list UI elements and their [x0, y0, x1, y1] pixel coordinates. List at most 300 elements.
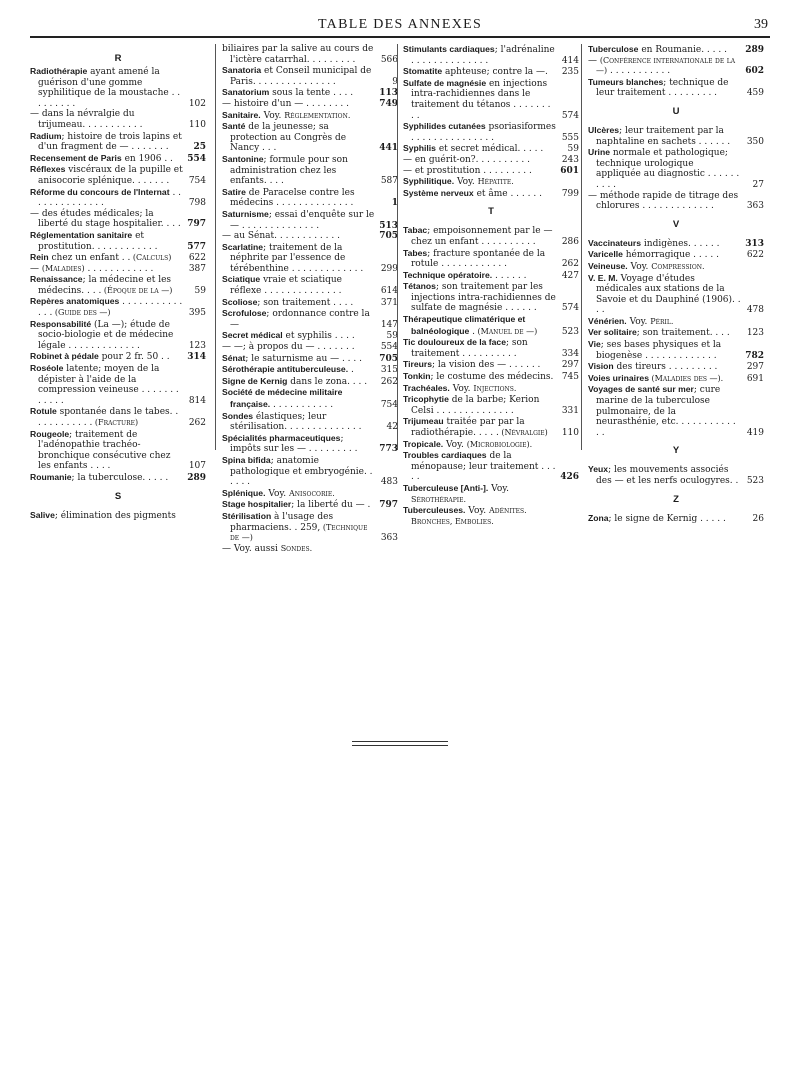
- page-ref: 773: [379, 444, 398, 455]
- entry-description: aphteuse; contre la —.: [442, 67, 548, 78]
- entry-text: [403, 371, 556, 383]
- index-entry: [403, 78, 579, 121]
- entry-description: — méthode rapide de titrage des chlorures . . . . . . . . . . . . .: [588, 190, 739, 212]
- entry-description: Voyage d'études médicales aux stations de la Savoie et du Dauphiné (1906). . . .: [596, 273, 741, 316]
- entry-text: [222, 364, 375, 376]
- entry-text: [222, 387, 375, 410]
- entry-text: [588, 273, 741, 316]
- index-entry: [222, 99, 398, 110]
- entry-description: Voy.: [449, 383, 474, 394]
- entry-description: des tireurs . . . . . . . . .: [613, 362, 718, 373]
- entry-text: [222, 330, 375, 342]
- page-ref: 59: [386, 331, 398, 342]
- entry-heading: Troubles cardiaques: [403, 450, 487, 461]
- section-letter: U: [672, 105, 680, 117]
- entry-reference: (Microbiologie).: [466, 439, 533, 449]
- index-entry: [403, 155, 579, 166]
- entry-text: [403, 383, 556, 395]
- entry-heading: Tabes: [403, 247, 428, 258]
- entry-description: Voy.: [488, 483, 510, 494]
- index-entry: [222, 154, 398, 187]
- entry-description: ; élimination des pigments: [54, 510, 176, 521]
- entry-reference: Anisocorie.: [289, 488, 335, 498]
- index-entry: [222, 242, 398, 275]
- page-ref: 574: [561, 110, 579, 121]
- entry-heading: Trijumeau: [403, 416, 444, 427]
- index-entry: [30, 319, 206, 352]
- entry-description: et prostitution. . . . . . . . . . . .: [38, 230, 158, 252]
- entry-text: [30, 472, 183, 484]
- entry-text: [403, 416, 556, 438]
- entry-heading: V. E. M.: [588, 272, 618, 283]
- page-ref: 566: [380, 54, 398, 65]
- entry-text: [30, 363, 183, 406]
- index-entry: [30, 109, 206, 130]
- entry-text: [30, 510, 183, 522]
- entry-reference: (Fracture): [92, 418, 139, 427]
- entry-description: ; la liberté du — .: [291, 500, 371, 511]
- index-entry: [403, 383, 579, 395]
- entry-description: — —; à propos du — . . . . . . .: [222, 342, 355, 353]
- page-ref: 235: [561, 67, 579, 78]
- page-ref: 59: [567, 144, 579, 155]
- index-entry: [222, 110, 398, 122]
- index-entry: [588, 238, 764, 250]
- index-entry: [403, 121, 579, 143]
- entry-description: en injections intra-rachidiennes dans le traitement du tétanos . . . . . . . . .: [411, 78, 551, 121]
- page-title: TABLE DES ANNEXES: [317, 17, 483, 32]
- index-entry: [222, 544, 398, 555]
- page-ref: 622: [188, 253, 206, 264]
- entry-description: ; le signe de Kernig . . . . .: [608, 513, 726, 524]
- entry-text: [403, 270, 556, 282]
- index-entry: [588, 56, 764, 77]
- entry-text: [588, 147, 741, 190]
- entry-heading: Scrofulose: [222, 308, 267, 319]
- entry-text: [30, 429, 183, 472]
- entry-heading: Ver solitaire: [588, 327, 637, 338]
- page-ref: 107: [188, 461, 206, 472]
- entry-description: ; la vision des — . . . . . .: [431, 360, 541, 371]
- page-ref: 123: [188, 340, 206, 351]
- entry-text: [403, 248, 556, 270]
- entry-heading: Saturnisme: [222, 208, 269, 219]
- entry-reference: (Guide des —): [52, 308, 111, 318]
- entry-description: en Roumanie. . . . .: [638, 45, 727, 55]
- entry-description: .: [469, 326, 475, 337]
- index-entry: [403, 314, 579, 337]
- entry-text: [30, 264, 183, 275]
- page-ref: 601: [560, 165, 579, 176]
- entry-description: ; cure marine de la tuberculose pulmonaire, de la neurasthénie, etc. . . . . . . . . . . . .: [596, 385, 736, 438]
- index-entry: [403, 248, 579, 270]
- entry-description: ; la tuberculose. . . . .: [71, 472, 169, 483]
- entry-text: [588, 125, 741, 147]
- page-ref: 555: [561, 132, 579, 143]
- entry-description: dans le zona. . . .: [287, 376, 368, 387]
- entry-description: ; empoisonnement par le — chez un enfant . . . . . . . . . .: [411, 226, 553, 247]
- entry-text: [588, 316, 741, 328]
- index-entry: [30, 264, 206, 275]
- index-entry: [403, 337, 579, 359]
- entry-text: [588, 464, 741, 486]
- entry-description: ; son traitement par les injections intra-rachidiennes de sulfate de magnésie . . . . . .: [411, 282, 556, 314]
- index-entry: [222, 411, 398, 433]
- entry-description: ; impôts sur les — . . . . . . . . .: [230, 433, 358, 455]
- index-entry: [403, 176, 579, 188]
- index-entry: [222, 274, 398, 296]
- entry-heading: Sanatorium: [222, 87, 270, 98]
- entry-heading: Recensement de Paris: [30, 152, 122, 163]
- page-ref: 754: [188, 175, 206, 186]
- page-ref: 147: [380, 319, 398, 330]
- entry-description: chez un enfant . .: [48, 253, 131, 264]
- entry-text: [403, 188, 556, 200]
- page-ref: 59: [194, 285, 206, 296]
- entry-heading: Rougeole: [30, 428, 70, 439]
- entry-description: élastiques; leur stérilisation. . . . . . . . . . . . . .: [230, 411, 362, 433]
- entry-text: [222, 87, 375, 99]
- page-ref: 363: [380, 533, 398, 544]
- entry-description: de Paracelse contre les médecins . . . . . . . . . . . . . .: [230, 187, 355, 209]
- entry-heading: Repères anatomiques: [30, 296, 120, 307]
- entry-description: .: [348, 365, 354, 376]
- index-entry: [222, 433, 398, 455]
- page-ref: 363: [746, 201, 764, 212]
- entry-description: . . . . . . . . . . . . . .: [38, 297, 183, 319]
- entry-description: en 1906 . .: [121, 153, 173, 164]
- page-ref: 243: [561, 154, 579, 165]
- index-entry: [588, 249, 764, 261]
- entry-heading: Santonine: [222, 153, 264, 164]
- entry-heading: Radium: [30, 130, 62, 141]
- entry-text: [30, 351, 183, 363]
- index-entry: [588, 513, 764, 525]
- entry-description: ; son traitement . . . . . . . . . .: [411, 338, 528, 359]
- entry-heading: Thérapeutique climatérique et balnéologique: [403, 314, 526, 336]
- index-entry: [403, 359, 579, 371]
- entry-text: [222, 274, 375, 296]
- entry-heading: Ulcères: [588, 124, 620, 135]
- entry-heading: Rotule: [30, 406, 57, 417]
- index-entry: [403, 188, 579, 200]
- entry-heading: Roumanie: [30, 471, 72, 482]
- index-entry: [588, 464, 764, 486]
- entry-description: Voy.: [465, 506, 489, 517]
- entry-heading: Secret médical: [222, 330, 283, 341]
- page-ref: 313: [745, 238, 764, 249]
- entry-text: [222, 308, 375, 330]
- index-entry: [403, 505, 579, 527]
- index-entry: [588, 125, 764, 147]
- page-ref: 602: [745, 66, 764, 77]
- index-entry: [30, 429, 206, 472]
- entry-heading: Sanatoria: [222, 65, 262, 76]
- entry-heading: Spina bifida: [222, 454, 271, 465]
- entry-heading: Réglementation sanitaire: [30, 229, 133, 240]
- page-ref: 745: [561, 372, 579, 383]
- page-ref: 262: [380, 376, 398, 387]
- entry-text: [30, 406, 183, 428]
- entry-text: [222, 209, 375, 231]
- entry-description: ; traitement de la néphrite par l'essence de térébenthine . . . . . . . . . . . . .: [230, 242, 364, 274]
- entry-heading: Veineuse.: [588, 260, 628, 271]
- entry-reference: (Époque de la —): [101, 285, 173, 295]
- entry-text: [403, 78, 556, 121]
- index-entry: [222, 330, 398, 342]
- entry-description: . . . . . . . . . . .: [607, 66, 671, 77]
- index-entry: [30, 131, 206, 153]
- entry-reference: Adénites. Bronches, Embolies.: [411, 506, 527, 526]
- index-entry: [403, 416, 579, 438]
- entry-description: vraie et sciatique réflexe . . . . . . . . . . . . . .: [230, 275, 342, 297]
- index-entry: [222, 342, 398, 353]
- entry-text: [403, 225, 556, 247]
- index-entry: [222, 353, 398, 365]
- entry-heading: Sondes: [222, 410, 254, 421]
- page-ref: 395: [188, 308, 206, 319]
- entry-description: — et prostitution . . . . . . . . .: [403, 165, 532, 176]
- entry-text: [222, 99, 375, 110]
- entry-text: [588, 261, 741, 273]
- entry-heading: Renaissance: [30, 274, 83, 285]
- entry-heading: Syphilides cutanées: [403, 121, 486, 132]
- page-ref: 25: [193, 142, 206, 153]
- entry-text: [588, 373, 741, 385]
- page-ref: 622: [746, 250, 764, 261]
- index-entry: [588, 77, 764, 99]
- entry-description: hémorragique . . . . .: [622, 250, 719, 261]
- entry-description: de la barbe; Kerion Celsi . . . . . . . . . . . . . .: [411, 395, 540, 416]
- entry-reference: Compression.: [651, 261, 705, 271]
- section-letter: Z: [673, 493, 679, 505]
- entry-description: (La —); étude de socio-biologie et de médecine légale . . . . . . . . . . . . .: [38, 319, 174, 351]
- page-ref: 27: [752, 179, 764, 190]
- entry-text: [222, 154, 375, 187]
- page-ref: 113: [379, 88, 398, 99]
- entry-heading: Société de médecine militaire française.: [222, 387, 343, 409]
- entry-heading: Scarlatine: [222, 241, 264, 252]
- index-entry: [403, 44, 579, 66]
- entry-heading: Stomatite: [403, 66, 443, 77]
- index-entry: [222, 65, 398, 87]
- entry-reference: Injections.: [473, 383, 517, 393]
- index-entry: [222, 387, 398, 410]
- page-ref: 1: [391, 198, 398, 209]
- page-ref: 459: [746, 88, 764, 99]
- entry-text: [30, 109, 183, 130]
- page-ref: 110: [561, 428, 579, 438]
- index-entry: [30, 66, 206, 109]
- entry-heading: Stage hospitalier: [222, 499, 292, 510]
- page-ref: 483: [380, 477, 398, 488]
- entry-heading: Sciatique: [222, 274, 261, 285]
- entry-text: [222, 187, 375, 209]
- entry-text: [30, 296, 183, 318]
- index-entry: [222, 121, 398, 154]
- page-ref: 427: [561, 270, 579, 281]
- page-ref: 749: [379, 98, 398, 109]
- index-entry: [30, 164, 206, 186]
- index-entry: [222, 308, 398, 330]
- entry-text: [403, 483, 556, 505]
- entry-heading: Signe de Kernig: [222, 375, 288, 386]
- index-entry: [588, 361, 764, 373]
- entry-description: sous la tente . . . .: [269, 88, 354, 99]
- entry-reference: Sérothérapie.: [411, 494, 467, 504]
- entry-heading: Radiothérapie: [30, 66, 88, 76]
- page-ref: 419: [746, 427, 764, 438]
- index-entry: [30, 153, 206, 165]
- entry-description: ; ses bases physiques et la biogenèse . . . . . . . . . . . . .: [596, 340, 722, 361]
- page-ref: 297: [561, 360, 579, 371]
- column-divider: [581, 44, 582, 450]
- entry-description: spontanée dans le tabes. . . . . . . . . . . .: [38, 407, 179, 428]
- entry-text: [588, 56, 741, 77]
- entry-description: ; histoire de trois lapins et d'un fragment de — . . . . . . .: [38, 131, 182, 153]
- entry-text: [588, 339, 741, 361]
- page-ref: 798: [188, 198, 206, 209]
- page-ref: 587: [380, 176, 398, 187]
- entry-description: ; la médecine et les médecins. . . .: [38, 275, 172, 296]
- entry-reference: (Calculs): [130, 253, 172, 263]
- entry-text: [222, 433, 375, 455]
- entry-heading: Technique opératoire.: [403, 269, 493, 280]
- entry-heading: Rein: [30, 252, 49, 263]
- entry-text: [222, 511, 375, 544]
- index-column-3: [403, 44, 579, 527]
- entry-description: ; traitement de l'adénopathie trachéo-bronchique consécutive chez les enfants . . . .: [38, 429, 171, 472]
- entry-heading: Tabac: [403, 225, 428, 236]
- index-entry: [222, 499, 398, 511]
- entry-text: [222, 499, 375, 511]
- index-entry: [403, 270, 579, 282]
- entry-heading: Tropicale.: [403, 438, 444, 449]
- page-ref: 299: [380, 263, 398, 274]
- entry-text: [403, 143, 556, 155]
- header-rule: [30, 36, 770, 38]
- entry-heading: Vénérien.: [588, 315, 627, 326]
- entry-heading: Voies urinaires: [588, 372, 649, 383]
- page-ref: 262: [561, 259, 579, 270]
- page-ref: 289: [745, 45, 764, 55]
- page-ref: 315: [380, 365, 398, 376]
- page-ref: 554: [380, 342, 398, 353]
- page-ref: 123: [746, 328, 764, 339]
- entry-text: [588, 513, 741, 525]
- entry-heading: Tic douloureux de la face: [403, 337, 506, 348]
- section-letter: R: [114, 53, 122, 64]
- index-entry: [222, 209, 398, 231]
- entry-heading: Tonkin: [403, 371, 431, 382]
- index-column-4: [588, 44, 764, 524]
- entry-heading: Vie: [588, 339, 601, 350]
- entry-description: pour 2 fr. 50 . .: [98, 352, 170, 363]
- page-ref: 26: [752, 513, 764, 524]
- entry-description: — en guérit-on?. . . . . . . . . .: [403, 154, 530, 165]
- page-ref: 334: [561, 348, 579, 359]
- entry-text: [222, 488, 375, 500]
- page-ref: 814: [188, 395, 206, 406]
- entry-reference: Sondes.: [280, 543, 313, 553]
- entry-text: [222, 242, 375, 275]
- entry-reference: (Manuel de —): [474, 326, 538, 336]
- page-ref: 314: [187, 352, 206, 363]
- entry-text: [588, 77, 741, 99]
- entry-heading: Spécialités pharmaceutiques: [222, 432, 341, 443]
- entry-heading: Réforme du concours de l'Internat: [30, 186, 170, 197]
- entry-description: et âme . . . . . .: [473, 188, 542, 199]
- page-ref: 797: [187, 219, 206, 230]
- entry-description: normale et pathologique; technique urologique appliquée au diagnostic . . . . . . . . . .: [596, 148, 740, 190]
- entry-text: [30, 187, 183, 209]
- entry-text: [403, 155, 556, 166]
- index-entry: [588, 316, 764, 328]
- entry-heading: Vaccinateurs: [588, 237, 642, 248]
- entry-text: [222, 231, 375, 242]
- entry-heading: Robinet à pédale: [30, 351, 99, 362]
- entry-text: [588, 191, 741, 212]
- entry-heading: Salive: [30, 509, 55, 520]
- entry-text: [222, 342, 375, 353]
- index-entry: [588, 384, 764, 438]
- index-entry: [403, 166, 579, 177]
- entry-text: [403, 121, 556, 143]
- entry-description: et secret médical. . . . .: [435, 144, 544, 155]
- entry-text: [588, 384, 741, 438]
- entry-heading: Tumeurs blanches: [588, 76, 664, 87]
- entry-text: [403, 314, 556, 337]
- entry-heading: Satire: [222, 186, 246, 197]
- page-ref: 574: [561, 303, 579, 314]
- entry-text: [588, 361, 741, 373]
- entry-reference: (Névralgie): [498, 428, 548, 437]
- entry-reference: (Maladies des —).: [648, 373, 724, 383]
- entry-description: — au Sénat. . . . . . . . . . . .: [222, 231, 340, 242]
- entry-heading: Tuberculeuses.: [403, 505, 466, 516]
- entry-text: [403, 337, 556, 359]
- entry-heading: Réflexes: [30, 164, 66, 175]
- entry-text: [222, 65, 375, 87]
- index-entry: [30, 230, 206, 252]
- entry-heading: Sulfate de magnésie: [403, 77, 487, 88]
- index-entry: [222, 44, 398, 65]
- page-header: [30, 15, 770, 35]
- entry-reference: (Maladies): [41, 263, 85, 273]
- page-ref: 331: [561, 405, 579, 416]
- end-rule: [352, 741, 448, 746]
- entry-heading: Système nerveux: [403, 187, 474, 198]
- entry-text: [30, 319, 183, 352]
- page-ref: 705: [379, 231, 398, 242]
- index-entry: [30, 209, 206, 230]
- entry-heading: Roséole: [30, 363, 64, 374]
- index-entry: [403, 483, 579, 505]
- entry-heading: Vision: [588, 361, 614, 372]
- index-entry: [30, 252, 206, 264]
- page-ref: 691: [746, 373, 764, 384]
- page-ref: 414: [561, 55, 579, 66]
- page-ref: 523: [561, 326, 579, 337]
- entry-description: ; technique de leur traitement . . . . . . . . .: [596, 77, 729, 99]
- entry-text: [403, 66, 556, 78]
- entry-heading: Stérilisation: [222, 510, 272, 521]
- index-entry: [30, 187, 206, 209]
- entry-heading: Santé: [222, 121, 246, 132]
- index-entry: [588, 373, 764, 385]
- entry-description: Voy.: [260, 110, 285, 121]
- entry-description: ; formule pour son administration chez les enfants. . . .: [230, 154, 348, 187]
